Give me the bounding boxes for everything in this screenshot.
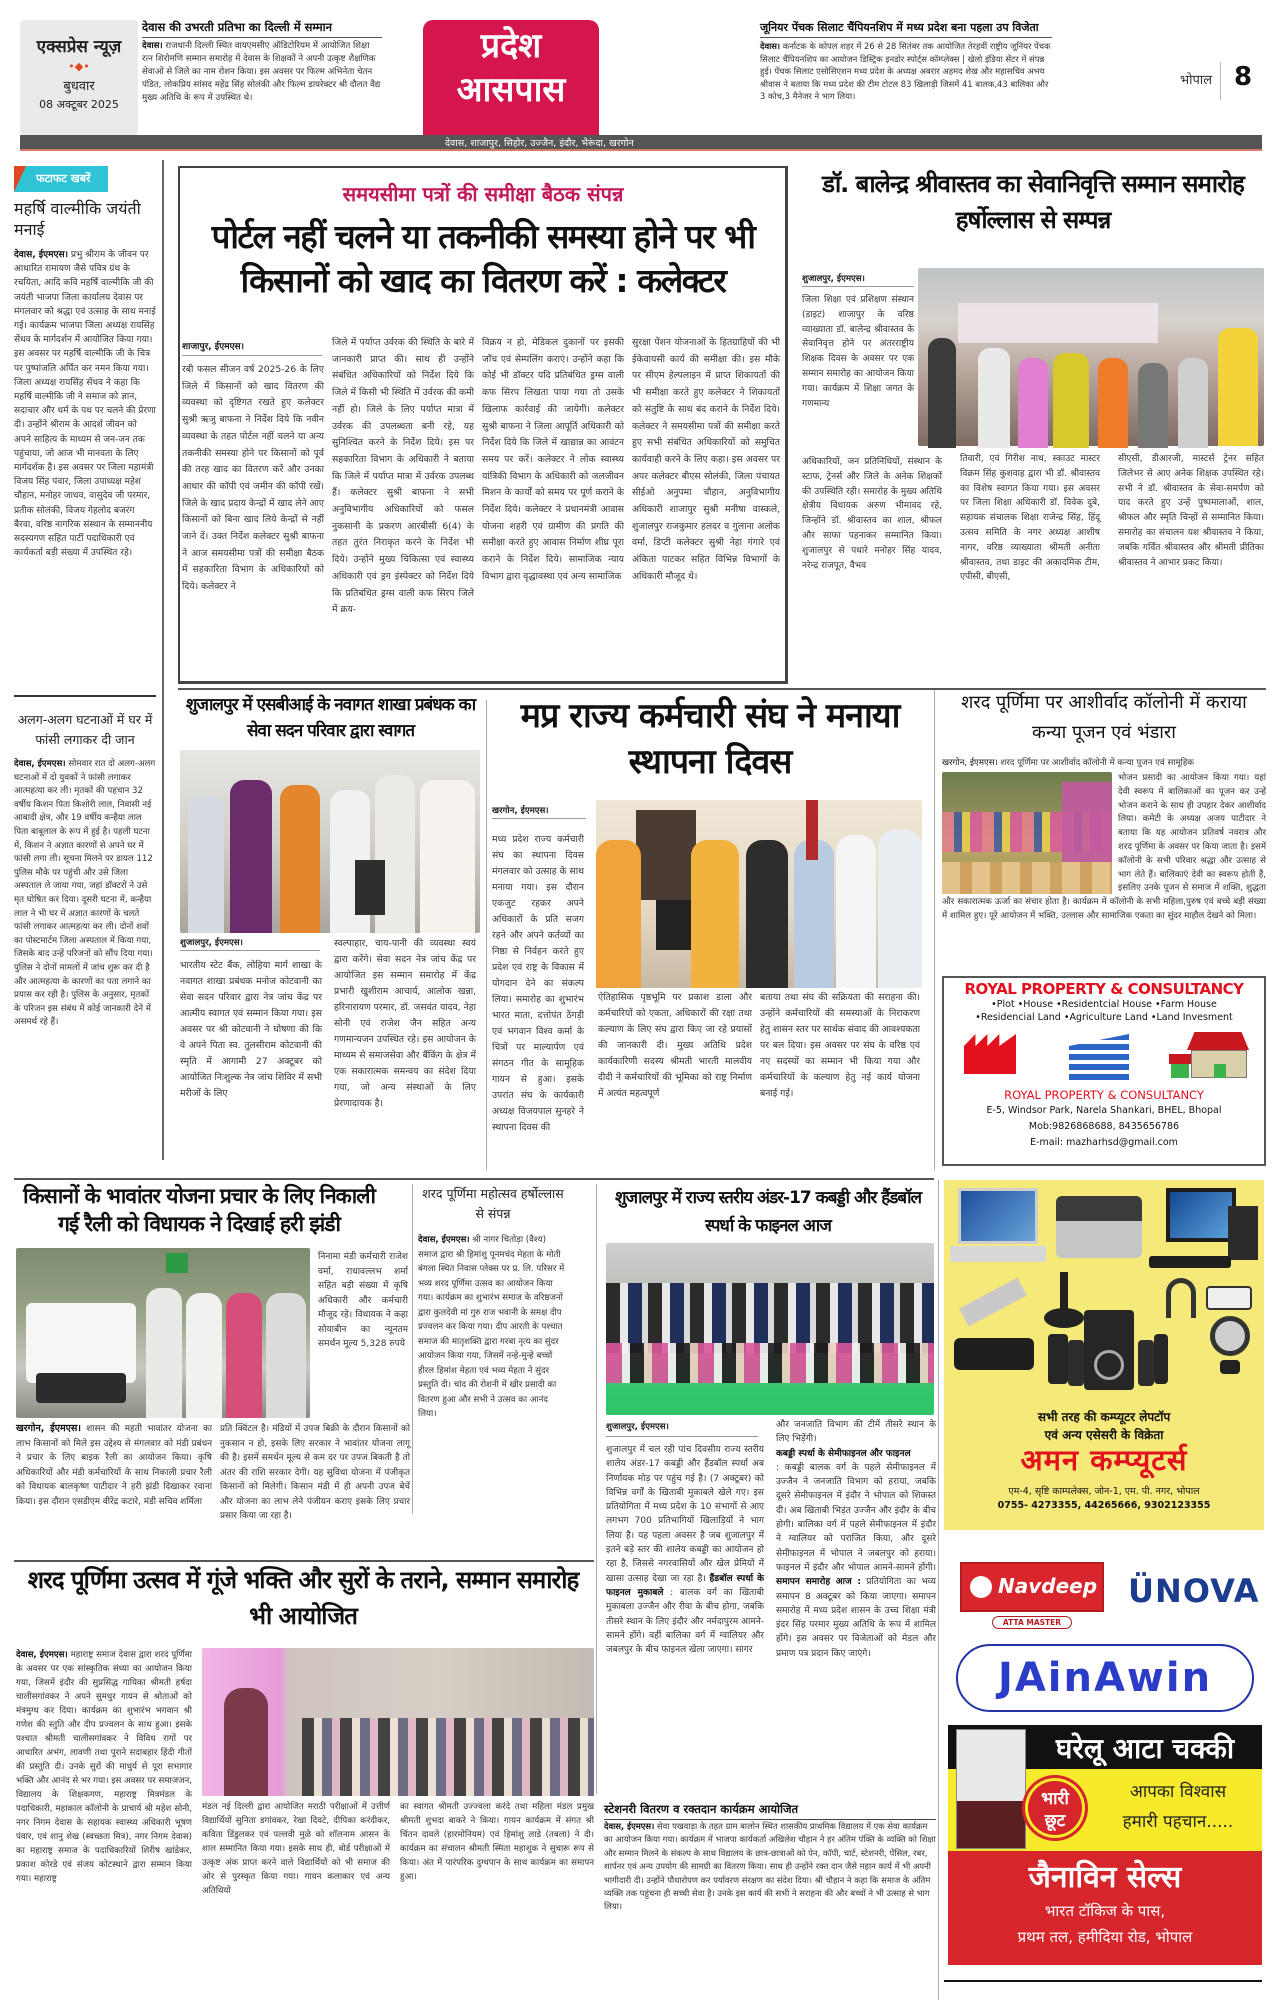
kabaddi-col-2a-text: और जनजाति विभाग की टीमें तीसरे स्थान के लिए भिड़ेंगी। [776, 1420, 936, 1445]
cpu-tower-icon [1228, 1206, 1258, 1260]
slogan-line-1: आपका विश्वास [1129, 1782, 1227, 1802]
story-headline: महर्षि वाल्मीकि जयंती मनाई [14, 199, 141, 239]
dateline: देवास, ईएमएस। [14, 250, 69, 260]
retirement-col-1: अधिकारियों, जन प्रतिनिधियों, संस्थान के स्टाफ, ट्रेनर्स और जिले के अनेक शिक्षकों की उपस्थिति रही। समारोह के मुख्य अतिथि क्षेत्रीय विधायक अरुण भीमावद रहे, जिन्होंने डॉ. श्रीवास्तव का शाल, श्रीफल और साफा पहनाकर सम्मानित किया। शुजालपुर से पधारे मनोहर सिंह यादव, नरेन्द्र राजपूत, वैभव [802, 457, 942, 571]
kabaddi-photo [606, 1243, 934, 1415]
karmachari-col-1: मध्य प्रदेश राज्य कर्मचारी संघ का स्थापना दिवस मंगलवार को उत्साह के साथ मनाया गया। इस दौरान एकजुट रहकर अपने अधिकारों के प्रति सजग रहने और अपने कर्तव्यों का निष्ठा से निर्वहन करते हुए प्रदेश एवं राष्ट्र के विकास में योगदान देने का संकल्प लिया। समारोह का शुभारंभ भारत माता, दत्तोपंत ठेंगड़ी एवं भगवान विश्व कर्मा के चित्रों पर माल्यार्पण एवं संगठन गीत के सामूहिक गायन से हुआ। इसके उपरांत संघ के कार्यकारी अध्यक्ष विजयपाल सुनहरे ने स्थापना दिवस की [492, 834, 584, 1133]
ad-computers [944, 1180, 1264, 1530]
navdeep-brand: Navdeep [998, 1574, 1098, 1598]
stationery-text: सेवा पखवाड़ा के तहत ग्राम बालोन स्थित शासकीय प्राथमिक विद्यालय में एक सेवा कार्यक्रम का आयोजन किया गया। कार्यक्रम में भाजपा कार्यकर्ता अखिलेश चौहान ने हर अंतिम पंक्ति के व्यक्ति को शिक्षा और सम्मान मिलने के संकल्प के साथ विद्यालय के छात्र-छात्राओं को पेन, कॉपी, चार्ट, स्टेशनरी, पेंसिल, रबर, शार्पनर एवं अन्य उपयोग की सामग्री का वितरण किया। साथ ही उन्होंने रक्त दान जैसे महान कार्य में भी अपनी भागीदारी दी। उन्होंने पौधारोपण कर पर्यावरण संरक्षण का संदेश दिया। श्री चौहान ने कहा कि समाज के अंतिम व्यक्ति तक पहुंचना ही सच्ची सेवा है। उनके इस कार्य की सभी ने सराहना की और बच्चों ने भी उत्साह से भाग लिया। [604, 1821, 936, 1912]
laptop-icon [950, 1188, 1046, 1268]
sbi-dateline: शुजालपुर, ईएमएस। [180, 938, 243, 948]
headphones-icon [1166, 1278, 1196, 1318]
sidebar-label [14, 166, 108, 192]
maharashtra-col-1 [16, 1648, 192, 1998]
section-title-line1: प्रदेश [480, 26, 542, 66]
column-rule [596, 1184, 597, 1794]
slogan-line-2: हमारी पहचान..... [1122, 1812, 1234, 1832]
section-rule [14, 1178, 934, 1180]
ad-computers-tagline-2: एवं अन्य एसेसरी के विक्रेता [1044, 1428, 1164, 1442]
page-number: 8 [1234, 62, 1253, 92]
ad-computers-address: एम-4, सृष्टि काम्पलेक्स, जोन-1, एम. पी. नगर, भोपाल [1008, 1486, 1200, 1497]
ad-property-services-2: •Residencial Land •Agriculture Land •Land Invesment [975, 1012, 1233, 1023]
bhavantar-col-2: प्रति क्विंटल है। मंडियों में उपज बिक्री के दौरान किसानों को नुकसान न हो, इसके लिए सरकार ने भावांतर योजना लागू की है। इसमें समर्थन मूल्य से कम दर पर उपज बिकती है तो अंतर की राशि सरकार देगी। यह सुविधा योजना में पंजीकृत किसानों को मिलेगी। किसान मंडी में ही अपनी उपज बेचें और योजना का लाभ लेने पंजीयन कराए इसके लिए प्रचार प्रसार किया जा रहा है। [220, 1424, 410, 1521]
stationery-headline: स्टेशनरी वितरण व रक्तदान कार्यक्रम आयोजित [604, 1802, 936, 1820]
brief-headline: देवास की उभरती प्रतिभा का दिल्ली में सम्मान [142, 20, 382, 38]
sidebar-label-text: फटाफट खबरें [36, 172, 91, 185]
dateline-rule [492, 818, 586, 819]
diamond-ornament-icon: •◆• [68, 60, 90, 73]
bhavantar-side: निनामा मंडी कर्मचारी राजेश वर्मा, राधावल्लभ शर्मा सहित बड़ी संख्या में कृषि अधिकारी और कर्मचारी मौजूद रहे। विधायक ने कहा सोयाबीन का न्यूनतम समर्थन मूल्य 5,328 रुपये [318, 1252, 408, 1349]
dateline: देवास। [142, 41, 163, 51]
kabaddi-col-2 [776, 1418, 936, 1788]
maharashtra-headline: शरद पूर्णिमा उत्सव में गूंजे भक्ति और सुरों के तराने, सम्मान समारोह भी आयोजित [27, 1566, 579, 1630]
dateline-rule [182, 355, 322, 356]
karmachari-col-2: ऐतिहासिक पृष्ठभूमि पर प्रकाश डाला और कर्मचारियों को एकता, अधिकारों की रक्षा तथा कल्याण के लिए संघ द्वारा किए जा रहे प्रयासों की जानकारी दी। मुख्य अतिथि प्रदेश कार्यकारिणी सदस्य श्रीमती भारती मालवीय दीदी ने कर्मचारियों की भूमिका को राष्ट्र निर्माण में अत्यंत महत्वपूर्ण [598, 992, 752, 1099]
brief-headline: जूनियर पेंचक सिलाट चैंपियनशिप में मध्य प्रदेश बना पहला उप विजेता [760, 20, 1052, 38]
navdeep-logo [960, 1562, 1104, 1612]
bhavantar-photo [16, 1248, 310, 1418]
retirement-dateline: शुजालपुर, ईएमएस। [802, 274, 865, 284]
jainawin-shop-name: जैनाविन सेल्स [1028, 1860, 1182, 1895]
story-body: प्रभु श्रीराम के जीवन पर आधारित रामायण जैसे पवित्र ग्रंथ के रचयिता, आदि कवि महर्षि वाल्मीकि जी की जयंती भाजपा जिला कार्यालय देवास पर मंगलवार को श्रद्धा एवं उत्साह के साथ मनाई गई। कार्यक्रम भाजपा जिला अध्यक्ष रायसिंह सेंधव के मार्गदर्शन में आयोजित किया गया। इस अवसर पर महर्षि वाल्मीकि जी के चित्र पर पुष्पांजलि अर्पित कर नमन किया गया। जिला अध्यक्ष रायसिंह सेंधव ने कहा कि महर्षि वाल्मीकि जी ने समाज को ज्ञान, सदाचार और धर्म के पथ पर चलने की प्रेरणा दी। उन्होंने श्रीराम के आदर्श जीवन को अपने साहित्य के माध्यम से जन-जन तक पहुंचाया, जो आज भी मानवता के लिए मार्गदर्शक है। इस अवसर पर जिला महामंत्री विजय सिंह पंवार, जिला उपाध्यक्ष महेश चौहान, मनोहर जाधव, वासुदेव जी परमार, प्रतीक सोलंकी, विजय गेहलोद बजरंग बैरवा, वरिष्ठ नागरिक संस्थान के सम्माननीय सदस्यगण सहित पार्टी पदाधिकारी एवं कार्यकर्ता बड़ी संख्या में उपस्थित रहे। [14, 250, 156, 559]
navdeep-sub: ATTA MASTER [992, 1616, 1072, 1629]
jainawin-address-2: प्रथम तल, हमीदिया रोड, भोपाल [1017, 1928, 1193, 1946]
speakers-icon [1048, 1310, 1168, 1390]
kabaddi-headline: शुजालपुर में राज्य स्तरीय अंडर-17 कबड्डी और हैंडबॉल स्पर्धा के फाइनल आज [615, 1188, 921, 1236]
retirement-col-3: सीएसी, डीआरजी, मास्टर्स ट्रेनर सहित जिलेभर से आए अनेक शिक्षक उपस्थित रहे। सभी ने डॉ. श्रीवास्तव के सेवा-समर्पण को याद करते हुए उन्हें पुष्पमालाओं, शाल, श्रीफल और स्मृति चिन्हों से सम्मानित किया। समारोह का संचालन यश श्रीवास्तव ने किया, जबकि गर्वित श्रीवास्तव और श्रीमती प्रीतिका श्रीवास्तव ने आभार प्रकट किया। [1118, 454, 1264, 568]
sharad-colony-headline: शरद पूर्णिमा पर आशीर्वाद कॉलोनी में कराया कन्या पूजन एवं भंडारा [961, 692, 1247, 743]
usb-hub-icon [954, 1338, 1034, 1370]
sharad-colony-body: भोजन प्रसादी का आयोजन किया गया। यहां देवी स्वरूप में बालिकाओं का पूजन कर उन्हें भोजन कराने के साथ ही उपहार देकर आशीर्वाद लिया। कमेटी के अध्यक्ष अजय पाटीदार ने बताया कि यह आयोजन प्रतिवर्ष नवरात्र और शरद पूर्णिमा के अवसर पर किया जाता है। इसमें कॉलोनी के सभी परिवार श्रद्धा और उत्साह से भाग लेते हैं। बालिकाएं देवी का स्वरूप होती हैं, इसलिए उनके पूजन से समाज में शक्ति, शुद्धता और सकारात्मक ऊर्जा का संचार होता है। कार्यक्रम में कॉलोनी के सभी महिला,पुरुष एवं बच्चे बड़ी संख्या में शामिल हुए। पूरे आयोजन में भक्ति, उल्लास और सामाजिक एकता का सुंदर माहौल देखने को मिला। [942, 773, 1266, 921]
dateline-rule [606, 1436, 758, 1437]
dateline: खरगोन, ईएमएस। [942, 758, 998, 768]
bhavantar-col-1-text: शासन की महती भावांतर योजना का लाभ किसानों को मिले इस उद्देश्य से मंगलवार को मंडी प्रबंधन ने प्रचार के लिए बाइक रैली का आयोजन किया। कृषि अधिकारियों और मंडी कर्मचारियों के साथ निकाली प्रचार रैली को विधायक बालकृष्ण पाटीदार ने हरी झंडी दिखाकर रवाना किया। इस दौरान एसडीएम वीरेंद्र कटारे, मंडी सचिव शर्मिला [16, 1424, 213, 1507]
lead-col-2: जिले में पर्याप्त उर्वरक की स्थिति के बारे में जानकारी प्राप्त की। साथ ही उन्होंने संबंधित अधिकारियों को निर्देश दिये कि जिले में किसी भी स्थिति में उर्वरक की कमी नहीं हो। जिले के लिए पर्याप्त मात्रा में उर्वरक की उपलब्धता बनी रहे, यह सुनिश्चित करने के निर्देश दिये। इस पर सहकारिता विभाग के अधिकारी ने बताया कि जिले में पर्याप्त मात्रा में उर्वरक उपलब्ध हैं। कलेक्टर सुश्री बाफना ने सभी अनुविभागीय अधिकारियों को फसल नुकसानी के प्रकरण आरबीसी 6(4) के तहत तुरंत निराकृत करने के निर्देश भी दिये। उन्होंने मुख्य चिकित्सा एवं स्वास्थ्य अधिकारी एवं ड्रग इंस्पेक्टर को निर्देश दिये कि प्रतिबंधित ड्रग्स वाली कफ सिरप जिले में क्रय- [332, 337, 474, 616]
dateline-rule [802, 286, 914, 287]
sharad-colony-lead [942, 756, 1266, 770]
brief-body: राजधानी दिल्ली स्थित वायएमसीए ऑडिटोरियम में आयोजित शिक्षा रत्न शिरोमणि सम्मान समारोह में देवास के शिक्षकों ने अपनी उत्कृष्ट शैक्षणिक सेवाओं से जिले का नाम रोशन किया। इस अवसर पर फिल्म अभिनेता चेतन पंडित, लोकप्रिय सांसद महेंद्र सिंह सोलंकी और फिल्म डायरेक्टर श्री दौलत वैद्य मुख्य अतिथि के रूप में उपस्थित थे। [142, 41, 381, 103]
column-rule [412, 1184, 413, 1514]
story-body: सोमवार रात दो अलग-अलग घटनाओं में दो युवकों ने फांसी लगाकर आत्महत्या कर ली। मृतकों की पहचान 32 वर्षीय किशन पिता किशोरी लाल, निवासी नई आबादी क्षेत्र, और 19 वर्षीय कन्हैया लाल पिता बाबूलाल के रूप में हुई है। पहली घटना में, किशन ने अज्ञात कारणों से अपने घर में फांसी लगा ली। सूचना मिलने पर डायल 112 पुलिस मौके पर पहुंची और उसे जिला अस्पताल ले जाया गया, जहां डॉक्टरों ने उसे मृत घोषित कर दिया। दूसरी घटना में, कन्हैया लाल ने भी घर में अज्ञात कारणों के चलते फांसी लगाकर आत्महत्या कर ली। दोनों शवों का पोस्टमार्टम जिला अस्पताल में किया गया, जिसके बाद उन्हें परिजनों को सौंप दिया गया। पुलिस ने दोनों मामलों में जांच शुरू कर दी है और आत्महत्या के कारणों का पता लगाने का प्रयास कर रही है। पुलिस के अनुसार, मृतकों के परिजन इस संबंध में कोई जानकारी देने में असमर्थ रहे हैं। [14, 759, 156, 1028]
stationery-body [604, 1820, 936, 1995]
sharad-mahotsav-text: श्री नागर चितोड़ा (वैश्य) समाज द्वारा श्री हिमांशु पूनमचंद मेहता के मोती बंगला स्थित निवास प्लेक्स पर प्र. लि. परिसर में भव्य शरद पूर्णिमा उत्सव का आयोजन किया गया। कार्यक्रम का शुभारंभ समाज के वरिष्ठजनों द्वारा कुलदेवी मां गुरु राज भवानी के समक्ष दीप प्रज्वलन कर किया गया। दीप आरती के पश्चात समाज की मातृशक्ति द्वारा गरबा नृत्य का सुंदर आयोजन किया गया, जिसमें नन्हे-मुन्हे बच्चों हीरल हिमांश मेहता एवं भव्य मेहता ने सुंदर प्रस्तुति दी। चांद की रोशनी में खीर प्रसादी का वितरण हुआ और सभी ने उत्सव का आनंद लिया। [418, 1235, 565, 1419]
section-title-line2: आसपास [456, 70, 566, 110]
maharashtra-photo [202, 1648, 594, 1796]
sidebar-rule [14, 695, 156, 697]
ad-property [942, 976, 1266, 1166]
jainawin-logo [956, 1644, 1254, 1712]
ad-jainawin [944, 1560, 1264, 2000]
ad-property-title: ROYAL PROPERTY & CONSULTANCY [964, 980, 1244, 998]
section-title-box [423, 20, 599, 135]
kabaddi-col-1b-text: : बालक वर्ग का खिताबी मुकाबला उज्जैन और रीवा के बीच होगा, जबकि तीसरे स्थान के लिए इंदौर और नर्मदापुरम आमने-सामने होंगे। वहीं बालिका वर्ग में ग्वालियर और जबलपुर के बीच फाइनल खेला जाएगा। सागर [606, 1587, 764, 1656]
city-label: भोपाल [1180, 73, 1213, 88]
karmachari-headline: मप्र राज्य कर्मचारी संघ ने मनाया स्थापना दिवस [520, 696, 900, 782]
ad-computers-shop: अमन कम्प्यूटर्स [1020, 1443, 1188, 1477]
kabaddi-dateline: शुजालपुर, ईएमएस। [606, 1422, 669, 1432]
column-rule [486, 700, 487, 1170]
column-rule [934, 690, 935, 1170]
weekday: बुधवार [63, 79, 95, 94]
keyboard-icon [1149, 1256, 1231, 1268]
hard-drive-icon [1206, 1286, 1252, 1310]
districts-list: देवास, शाजापुर, सिहोर, उज्जैन, इंदौर, भैरूंदा, खरगोन [445, 138, 634, 149]
printer-icon [1056, 1196, 1142, 1258]
dateline-rule [180, 950, 320, 951]
retirement-col-2: तिवारी, एवं गिरीश नाथ, स्काउट मास्टर विक्रम सिंह कुशवाह द्वारा भी डॉ. श्रीवास्तव का विशेष स्वागत किया गया। इस अवसर पर जिला शिक्षा अधिकारी डॉ. विवेक दुबे, सहायक संचालक शिक्षा राजेन्द्र सिंह, हिंदू उत्सव समिति के नगर अध्यक्ष आशीष नागर, वरिष्ठ व्याख्याता श्रीमती अनीता श्रीवास्तव, तथा डाइट की अकादमिक टीम, एपीसी, बीएसी, [960, 454, 1100, 583]
ad-property-services-1: •Plot •House •Residentcial House •Farm House [991, 999, 1217, 1010]
sidebar-divider [162, 160, 164, 1160]
atta-chakki-banner [948, 1725, 1262, 1965]
desktop-monitor-icon [1166, 1188, 1236, 1242]
dateline: देवास, ईएमएस। [604, 1821, 655, 1831]
sidebar-story-valmiki [14, 198, 156, 703]
lead-kicker: समयसीमा पत्रों की समीक्षा बैठक संपन्न [342, 182, 624, 206]
brief-body: कर्नाटक के कोपल शहर में 26 से 28 सितंबर तक आयोजित तेरहवीं राष्ट्रीय जूनियर पेंचक सिलाट चैंपियनशिप का आयोजन डिस्ट्रिक इनडोर स्पोर्ट्स कॉम्प्लेक्स | खेलो इंडिया सेंटर में संपन्न हुई। पेंचक सिलाट एसोसिएशन मध्य प्रदेश के अध्यक्ष अबरार अहमद शेख और महासचिव अभय श्रीवास ने बताया कि मध्य प्रदेश की टीम टोटल 83 खिलाड़ी जिसमें 41 बालक,43 बालिका और 3 कोच,3 मैनेजर ने भाग लिया। [760, 41, 1051, 102]
ad-computers-tagline-1: सभी तरह की कम्प्यूटर लेपटॉप [1037, 1410, 1171, 1424]
maharashtra-col-3: का स्वागत श्रीमती उज्ज्वला करंदे तथा महिला मंडल प्रमुख श्रीमती शुभदा बाकरे ने किया। गायन कार्यक्रम में संगत श्री चिंतन दावले (हारमोनियम) एवं हिमांशु लाडे (तबला) ने दी। कार्यक्रम का संचालन श्रीमती स्मिता महाशुक ने सुचारू रूप से किया। अंत में पारंपरिक दुग्धपान के साथ कार्यक्रम का समापन हुआ। [400, 1802, 594, 1882]
usb-drive-icon [959, 1278, 1027, 1327]
masthead-date-box [20, 20, 138, 135]
building-icon [1069, 1034, 1129, 1082]
kabaddi-subhead-handball: हैंडबॉल स्पर्धा के फाइनल मुकाबले [606, 1573, 764, 1598]
jainawin-brand: JAinAwin [997, 1655, 1213, 1701]
unova-logo: ÜNOVA [1128, 1572, 1260, 1610]
retirement-headline: डॉ. बालेन्द्र श्रीवास्तव का सेवानिवृत्ति सम्मान समारोह हर्षोल्लास से सम्पन्न [822, 170, 1244, 234]
dateline: देवास। [760, 41, 781, 51]
dateline: खरगोन, ईएमएस। [16, 1423, 81, 1434]
dateline: देवास, ईएमएस। [418, 1235, 470, 1245]
kabaddi-col-1 [606, 1443, 764, 1788]
navdeep-emblem-icon [970, 1576, 992, 1598]
karmachari-dateline: खरगोन, ईएमएस। [492, 806, 549, 816]
paper-name: एक्सप्रेस न्यूज़ [36, 37, 122, 57]
city-divider [1220, 62, 1221, 100]
house-icon [1169, 1032, 1249, 1078]
dateline: देवास, ईएमएस। [14, 759, 66, 769]
kabaddi-subhead-closing: समापन समारोह आज : [776, 1577, 861, 1588]
discount-badge [1022, 1775, 1088, 1841]
jainawin-address-1: भारत टॉकिज के पास, [1044, 1902, 1166, 1920]
ad-property-name: ROYAL PROPERTY & CONSULTANCY [1004, 1088, 1204, 1102]
kabaddi-col-1-text: शुजालपुर में चल रही पांच दिवसीय राज्य स्तरीय शालेय अंडर-17 कबड्डी और हैंडबॉल स्पर्धा अब निर्णायक मोड़ पर पहुंच गई है। (7 अक्टूबर) को विभिन्न वर्गों के खिताबी मुकाबले खेले गए। इस प्रतियोगिता में मध्य प्रदेश के 10 संभागों से आए लगभग 700 प्रतिभागियों खिलाड़ियों ने भाग लिया है। यह पहला अवसर है जब शुजालपुर में इतने बड़े स्तर की शालेय कबड्डी का आयोजन हो रहा है, जिससे नगरवासियों और खेल प्रेमियों में खासा उत्साह देखा जा रहा है। [606, 1445, 764, 1584]
bhavantar-headline: किसानों के भावांतर योजना प्रचार के लिए निकाली गई रैली को विधायक ने दिखाई हरी झंडी [23, 1184, 375, 1236]
sidebar-flag-icon [14, 166, 26, 192]
retirement-photo [918, 268, 1264, 446]
sbi-headline: शुजालपुर में एसबीआई के नवागत शाखा प्रबंधक का सेवा सदन परिवार द्वारा स्वागत [185, 695, 476, 741]
ad-bottom-rule [944, 1980, 1262, 1982]
issue-date: 08 अक्टूबर 2025 [39, 98, 119, 111]
lead-col-4: सुरक्षा पेंशन योजनाओं के हितग्राहियों की भी ईकेवायसी कार्य की समीक्षा की। इस मौके पर सीएम हेल्पलाइन में प्राप्त शिकायतों की भी समीक्षा करते हुए कलेक्टर ने शिकायतों को संतुष्टि के साथ बंद कराने के निर्देश दिये। कलेक्टर ने समयसीमा पत्रों की समीक्षा करते हुए सभी संबंधित अधिकारियों को समुचित कार्यवाही करने के लिए कहा। इस अवसर पर अपर कलेक्टर बीएस सोलंकी, जिला पंचायत सीईओ अनुपमा चौहान, अनुविभागीय अधिकारी शाजापुर सुश्री मनीषा वास्कले, शुजालपुर राजकुमार हलदर व गुलाना अलोक वर्मा, डिप्टी कलेक्टर सुश्री नेहा गंगारे एवं अंकिता पाटकर सहित विभिन्न विभागों के अधिकारी मौजूद थे। [632, 337, 780, 582]
story-headline: अलग-अलग घटनाओं में घर में फांसी लगाकर दी जान [17, 712, 153, 747]
column-rule [938, 1180, 939, 2000]
ad-property-mobile: Mob:9826868688, 8435656786 [1028, 1121, 1180, 1132]
atta-chakki-title: घरेलू आटा चक्की [1055, 1732, 1235, 1765]
district-band [20, 135, 1262, 151]
ad-property-address: E-5, Windsor Park, Narela Shankari, BHEL, Bhopal [986, 1105, 1222, 1116]
maharashtra-col-1-text: महाराष्ट्र समाज देवास द्वारा शरद पूर्णिमा के अवसर पर एक सांस्कृतिक संध्या का आयोजन किया गया, जिसमें इंदौर की सुप्रसिद्ध गायिका श्रीमती हर्षदा चालीसगांवकर ने अपने सुमधुर गायन से श्रोताओं को मंत्रमुग्ध कर दिया। कार्यक्रम का शुभारंभ भगवान श्री गणेश की स्तुति और दीप प्रज्वलन के साथ हुआ। इसके पश्चात श्रीमती चालीसगांवकर ने विविध रागों पर आधारित अभंग, लावणी तथा पुराने सदाबहार हिंदी गीतों की प्रस्तुति दी। उनके सुरों की माधुर्य से पूरा सभागार भक्ति और आनंद से भर गया। इस अवसर पर समाजजन, विद्यालय के शिक्षकगण, महाराष्ट्र मित्रमंडल के पदाधिकारी, महाकाल कॉलोनी के प्राचार्य श्री महेश सोनी, नगर निगम देवास के सहायक स्वास्थ्य अधिकारी भूषण पंवार, एवं शानु शेख (स्वच्छता मित्र), नगर निगम देवास) का महाराष्ट्र समाज के पदाधिकारियों शिरीष खांडेकर, प्रकाश कोरडे एवं संजय कोटस्थाने द्वारा सम्मान किया गया। महाराष्ट्र [16, 1650, 192, 1884]
atta-chakki-machine-icon [956, 1729, 1026, 1849]
lead-text: शरद पूर्णिमा पर आशीर्वाद कॉलोनी में कन्या पूजन एवं सामूहिक [1000, 758, 1195, 768]
sbi-photo [180, 750, 480, 933]
ad-computers-phones: 0755- 4273355, 44265666, 9302123355 [997, 1500, 1211, 1511]
kabaddi-subhead-kabaddi: कबड्डी स्पर्धा के सेमीफाइनल और फाइनल [776, 1448, 911, 1459]
kabaddi-col-2b-text: : कबड्डी बालक वर्ग के पहले सेमीफाइनल में उज्जैन ने जनजाति विभाग को हराया, जबकि दूसरे सेमीफाइनल में इंदौर ने भोपाल को शिकस्त दी। अब खिताबी भिड़ंत उज्जैन और इंदौर के बीच होगी। बालिका वर्ग में पहले सेमीफाइनल में इंदौर ने ग्वालियर को पराजित किया, और दूसरे सेमीफाइनल में भोपाल ने जबलपुर को हराया। फाइनल में इंदौर और भोपाल आमने-सामने होंगी। [776, 1462, 936, 1573]
lead-headline: पोर्टल नहीं चलने या तकनीकी समस्या होने पर भी किसानों को खाद का वितरण करें : कलेक्टर [211, 217, 755, 300]
discount-badge-text: भारी छूट [1041, 1789, 1069, 1831]
retirement-intro: जिला शिक्षा एवं प्रशिक्षण संस्थान (डाइट) शाजापुर के वरिष्ठ व्याख्याता डॉ. बालेन्द्र श्रीवास्तव के सेवानिवृत्त होने पर अंतरराष्ट्रीय शिक्षक दिवस के अवसर पर एक सम्मान समारोह का आयोजन किया गया। कार्यक्रम में शिक्षा जगत के गणमान्य [802, 295, 914, 409]
sbi-col-1: भारतीय स्टेट बैंक, लोहिया मार्ग शाखा के नवागत शाखा प्रबंधक मनोज कोटवानी का सेवा सदन परिवार द्वारा नेत्र जांच केंद्र पर आत्मीय स्वागत एवं सम्मान किया गया। इस अवसर पर श्री कोटवानी ने घोषणा की कि वे अपने पिता स्व. तुलसीराम कोटवानी की स्मृति में आगामी 27 अक्टूबर को आयोजित निःशुल्क नेत्र जांच शिविर में सभी मरीजों के लिए [180, 960, 322, 1099]
factory-icon [964, 1034, 1016, 1074]
karmachari-photo [596, 800, 922, 988]
top-brief-left [142, 20, 382, 105]
webcam-icon [1210, 1316, 1250, 1376]
dateline: देवास, ईएमएस। [16, 1650, 68, 1660]
lead-col-3: विक्रय न हो, मेडिकल दुकानों पर इसकी जाँच एवं सेम्पलिंग कराएं। उन्होंने कहा कि कोई भी डॉक्टर यदि प्रतिबंधित ड्रग्स वाली कफ सिरप लिखता पाया गया तो उसके खिलाफ कार्रवाई की जायेगी। कलेक्टर सुश्री बाफना ने जिला आपूर्ति अधिकारी को निर्देश दिये कि जिले में खाद्यान्न का आवंटन समय पर करें। कलेक्टर ने लोक स्वास्थ्य यांत्रिकी विभाग के अधिकारी को जलजीवन मिशन के कार्यों को समय पर पूर्ण कराने के निर्देश दिये। कलेक्टर ने प्रधानमंत्री आवास योजना शहरी एवं ग्रामीण की प्रगति की समीक्षा करते हुए आवास निर्माण शीघ्र पूरा कराने के निर्देश दिये। सामाजिक न्याय विभाग द्वारा वृद्धावस्था एवं अन्य सामाजिक [482, 337, 624, 582]
lead-dateline: शाजापुर, ईएमएस। [182, 342, 245, 352]
sharad-mahotsav-body [418, 1233, 568, 1513]
sidebar-story-suicide [14, 710, 156, 1168]
karmachari-col-3: बताया तथा संघ की सक्रियता की सराहना की। उन्होंने कर्मचारियों की समस्याओं के निराकरण हेतु शासन स्तर पर सार्थक संवाद की आवश्यकता पर बल दिया। इस अवसर पर संघ के वरिष्ठ एवं नए सदस्यों का सम्मान भी किया गया और कर्मचारियों के कल्याण हेतु नई कार्य योजना बनाई गई। [760, 992, 920, 1099]
sbi-col-2: स्वल्पाहार, चाय-पानी की व्यवस्था स्वयं द्वारा करेंगे। सेवा सदन नेत्र जांच केंद्र पर आयोजित इस सम्मान समारोह में केंद्र प्रभारी खुशीराम आचार्य, आलोक खन्ना, हरिनारायण परमार, डॉ. जसवंत यादव, नेहा सोनी एवं राजेश जैन सहित अन्य गणमान्यजन उपस्थित रहे। इस आयोजन के माध्यम से समाजसेवा और बैंकिंग के क्षेत्र में एक सकारात्मक समन्वय का संदेश दिया गया, जो अन्य संस्थाओं के लिए प्रेरणादायक है। [334, 938, 476, 1109]
kabaddi-col-2c-text: प्रतियोगिता का भव्य समापन 8 अक्टूबर को किया जाएगा। समापन समारोह में मध्य प्रदेश शासन के उच्च शिक्षा मंत्री इंदर सिंह परमार मुख्य अतिथि के रूप में शामिल होंगे। इस अवसर पर विजेताओं को मेडल और प्रमाण पत्र प्रदान किए जाएंगे। [776, 1577, 936, 1659]
bhavantar-col-1 [16, 1422, 212, 1512]
ad-property-email: E-mail: mazharhsd@gmail.com [1030, 1137, 1178, 1148]
top-brief-right [760, 20, 1052, 103]
maharashtra-col-2: मंडल नई दिल्ली द्वारा आयोजित मराठी परीक्षाओं में उत्तीर्ण विद्यार्थियों सुनिता डगांवकर, रेखा दिवटे, दीपिका करंदीकर, कविता डिंडुलकर एवं पल्लवी मुळे को शॉलनाम आसन के शाल सम्मानित किया गया। इसके साथ ही, बोर्ड परीक्षाओं में उत्कृष्ट अंक प्राप्त करने वाले विद्यार्थियों को भी समाज की ओर से पुरस्कृत किया गया। गायन कलाकार एवं अन्य अतिथियों [202, 1802, 390, 1896]
lead-col-1: रबी फसल सीजन वर्ष 2025-26 के लिए जिले में किसानों को खाद वितरण की व्यवस्था को दृष्टिगत रखते हुए कलेक्टर सुश्री ऋजु बाफना ने निर्देश दिये कि नवीन व्यवस्था के तहत पोर्टल नहीं चलने या अन्य तकनीकी समस्या होने पर किसानों को पूर्व की तरह खाद का वितरण करें और उनका आधार की कॉपी एवं जमीन की कॉपी रखें। जिले के खाद प्रदाय केन्द्रों में खाद लेने आए किसानों को बिना खाद लिये केन्द्रों से नहीं जाने दें। उक्त निर्देश कलेक्टर सुश्री बाफना ने आज समयसीमा पत्रों की समीक्षा बैठक में सहकारिता विभाग के अधिकारियों को दिये। कलेक्टर ने [182, 364, 324, 593]
sharad-mahotsav-headline: शरद पूर्णिमा महोत्सव हर्षोल्लास से संपन्न [422, 1186, 564, 1221]
